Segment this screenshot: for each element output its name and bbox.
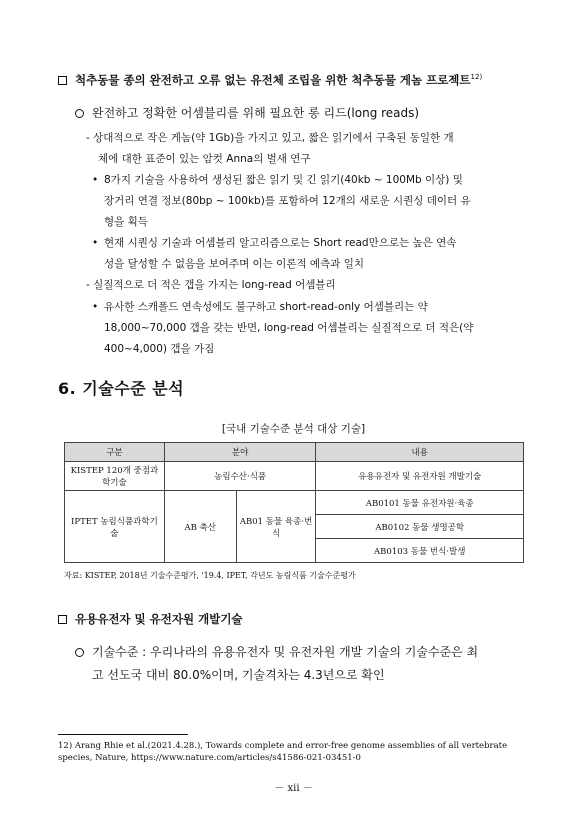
footnote-divider — [58, 734, 188, 735]
text-line: 성을 달성할 수 없음을 보여주며 이는 이론적 예측과 일치 — [104, 258, 364, 270]
table-cell: IPTET 농림식품과학기술 — [65, 491, 165, 563]
table-row — [65, 491, 524, 515]
text-line: 고 선도국 대비 80.0%이며, 기술격차는 4.3년으로 확인 — [92, 668, 385, 682]
text-line: 체에 대한 표준이 있는 암컷 Anna의 벌새 연구 — [98, 153, 311, 165]
table-cell: AB01 동물 육종·번식 — [236, 491, 316, 563]
item-text: 완전하고 정확한 어셈블리를 위해 필요한 롱 리드(long reads) — [92, 106, 420, 120]
page-number: － xii － — [274, 783, 313, 794]
bullet-line: • 유사한 스캐폴드 연속성에도 불구하고 short-read-only 어셈블리는 약 — [92, 301, 428, 313]
table-header-row — [65, 443, 524, 462]
text-line: 형을 획득 — [104, 216, 148, 228]
technology-table — [64, 442, 524, 563]
checkbox-square-icon — [58, 76, 67, 85]
table-cell: AB0103 동물 번식·발생 — [316, 539, 524, 563]
table-cell: 유용유전자 및 유전자원 개발기술 — [316, 462, 524, 491]
checkbox-square-icon — [58, 615, 67, 624]
text-line: - 실질적으로 더 적은 갭을 가지는 long-read 어셈블리 — [86, 279, 336, 291]
text-line: 18,000~70,000 갭을 갖는 반면, long-read 어셈블리는 실질적으로 더 적은(약 — [104, 322, 474, 334]
circle-bullet-icon — [75, 648, 84, 657]
table-row — [65, 462, 524, 491]
text-line: - 상대적으로 작은 게놈(약 1Gb)을 가지고 있고, 짧은 읽기에서 구축된 동일한 개 — [86, 132, 454, 144]
header-content: 내용 — [316, 443, 524, 462]
text-line: 400~4,000) 갭을 가짐 — [104, 343, 215, 355]
table-source: 자료: KISTEP, 2018년 기술수준평가, '19.4, IPET, 각년도 농림식품 기술수준평가 — [64, 571, 356, 580]
table-caption: [국내 기술수준 분석 대상 기술] — [221, 423, 366, 435]
table-cell: 농림수산·식품 — [164, 462, 316, 491]
table-cell: AB0102 동물 생명공학 — [316, 515, 524, 539]
header-field: 분야 — [164, 443, 316, 462]
bullet-line: • 8가지 기술을 사용하여 생성된 짧은 읽기 및 긴 읽기(40kb ~ 100Mb 이상) 및 — [92, 174, 463, 186]
section-heading-genome-project — [58, 72, 558, 88]
heading-text: 유용유전자 및 유전자원 개발기술 — [75, 612, 243, 626]
circle-bullet-icon — [75, 109, 84, 118]
item-tech-level: 기술수준 : 우리나라의 유용유전자 및 유전자원 개발 기술의 기술수준은 최 — [75, 643, 478, 660]
footnote: 12) Arang Rhie et al.(2021.4.28.), Towards complete and error-free genome assemblies of all vertebrate species, Nature, https://www.nature.com/articles/s41586-021-03451-0 — [58, 741, 508, 763]
section-heading-gene-resources — [58, 611, 558, 627]
bullet-icon: • — [92, 237, 99, 249]
table-cell: KISTEP 120개 중점과학기술 — [65, 462, 165, 491]
bullet-icon: • — [92, 174, 99, 186]
footnote-reference: 12) — [470, 73, 483, 82]
heading-text: 척추동물 종의 완전하고 오류 없는 유전체 조립을 위한 척추동물 게놈 프로젝트 — [75, 73, 471, 87]
text-line: 장거리 연결 정보(80bp ~ 100kb)를 포함하여 12개의 새로운 시퀀싱 데이터 유 — [104, 195, 471, 207]
bullet-icon: • — [92, 301, 99, 313]
table-cell: AB 축산 — [164, 491, 236, 563]
section-title: 6. 기술수준 분석 — [58, 379, 185, 398]
item-long-reads — [75, 104, 419, 121]
header-category: 구분 — [65, 443, 165, 462]
table-cell: AB0101 동물 유전자원·육종 — [316, 491, 524, 515]
bullet-line: • 현재 시퀀싱 기술과 어셈블리 알고리즘으로는 Short read만으로는 높은 연속 — [92, 237, 457, 249]
